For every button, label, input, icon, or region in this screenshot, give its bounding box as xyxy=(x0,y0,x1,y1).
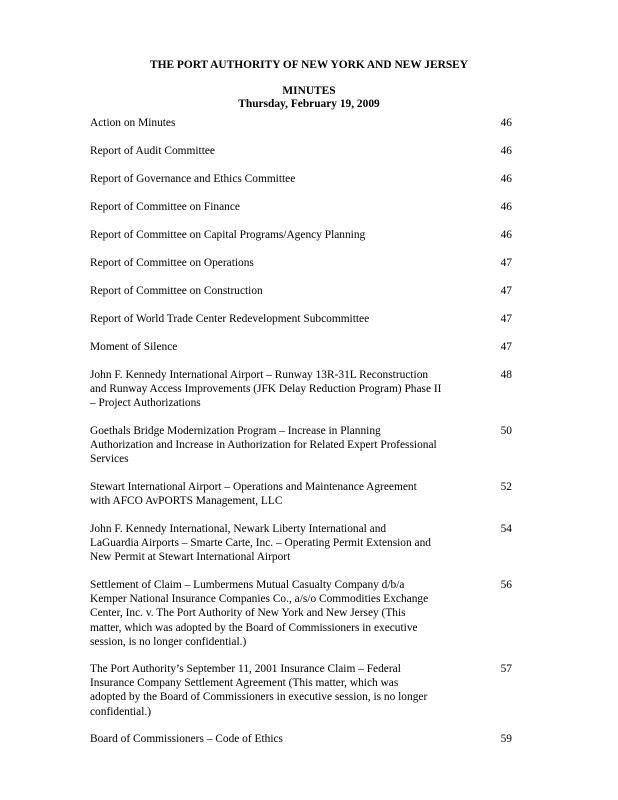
toc-page-number: 46 xyxy=(500,173,512,185)
toc-page-number: 59 xyxy=(500,733,512,745)
toc-entry-line: and Runway Access Improvements (JFK Delay Reduction Program) Phase II xyxy=(90,383,442,396)
toc-entry-line: Settlement of Claim – Lumbermens Mutual Casualty Company d/b/a xyxy=(90,579,405,591)
toc-entry-title xyxy=(90,424,468,467)
toc-entry-line: with AFCO AvPORTS Management, LLC xyxy=(90,495,283,508)
toc-entry-title xyxy=(90,732,468,746)
toc-entry-line: John F. Kennedy International, Newark Liberty International and xyxy=(90,523,387,535)
toc-page-number: 48 xyxy=(500,369,512,381)
toc-page-number: 46 xyxy=(500,201,512,213)
toc-page-number: 54 xyxy=(500,523,512,535)
toc-entry-line: Kemper National Insurance Companies Co., a/s/o Commodities Exchange xyxy=(90,593,429,606)
toc-entry xyxy=(90,144,512,158)
toc-entry-line: Insurance Company Settlement Agreement (This matter, which was xyxy=(90,677,399,690)
toc-entry-line: Report of World Trade Center Redevelopment Subcommittee xyxy=(90,313,370,325)
toc-entry-line: adopted by the Board of Commissioners in executive session, is no longer xyxy=(90,691,428,704)
toc-entry xyxy=(90,200,512,214)
toc-entry-line: Stewart International Airport – Operations and Maintenance Agreement xyxy=(90,481,417,493)
toc-entry-title xyxy=(90,172,468,186)
toc-entry xyxy=(90,284,512,298)
toc-entry-title xyxy=(90,578,468,649)
toc-entry-title xyxy=(90,200,468,214)
toc-entry xyxy=(90,368,512,411)
toc-entry xyxy=(90,340,512,354)
toc-entry-title xyxy=(90,116,468,130)
toc-entry-line: Report of Committee on Finance xyxy=(90,201,240,213)
toc-entry xyxy=(90,522,512,565)
meeting-date: Thursday, February 19, 2009 xyxy=(238,97,380,110)
toc-entry xyxy=(90,312,512,326)
toc-page-number: 57 xyxy=(500,663,512,675)
toc-entry-title xyxy=(90,284,468,298)
toc-page-number: 46 xyxy=(500,229,512,241)
toc-entry-title xyxy=(90,144,468,158)
toc-entry xyxy=(90,662,512,719)
toc-entry xyxy=(90,256,512,270)
toc-entry-line: New Permit at Stewart International Airport xyxy=(90,551,291,564)
toc-entry-line: Report of Committee on Construction xyxy=(90,285,263,297)
toc-entry-line: Authorization and Increase in Authorization for Related Expert Professional xyxy=(90,439,437,452)
toc-entry xyxy=(90,578,512,649)
toc-page-number: 47 xyxy=(500,341,512,353)
toc-entry-title xyxy=(90,312,468,326)
toc-entry-line: Goethals Bridge Modernization Program – Increase in Planning xyxy=(90,425,381,437)
toc-entry-line: Board of Commissioners – Code of Ethics xyxy=(90,733,283,745)
toc-entry-line: Center, Inc. v. The Port Authority of New York and New Jersey (This xyxy=(90,607,406,620)
toc-entry xyxy=(90,116,512,130)
toc-entry-title xyxy=(90,340,468,354)
minutes-header xyxy=(0,85,618,110)
toc-entry-line: Services xyxy=(90,453,129,466)
toc-entry-title xyxy=(90,368,468,411)
toc-page-number: 47 xyxy=(500,257,512,269)
toc-entry-line: The Port Authority’s September 11, 2001 Insurance Claim – Federal xyxy=(90,663,401,675)
toc-page-number: 52 xyxy=(500,481,512,493)
toc-entry-title xyxy=(90,228,468,242)
toc-entry-line: John F. Kennedy International Airport – Runway 13R-31L Reconstruction xyxy=(90,369,429,381)
toc-page-number: 50 xyxy=(500,425,512,437)
toc-entry-title xyxy=(90,522,468,565)
toc-entry-title xyxy=(90,662,468,719)
toc-entry-title xyxy=(90,256,468,270)
toc-entry-line: matter, which was adopted by the Board of Commissioners in executive xyxy=(90,621,418,634)
toc-entry xyxy=(90,172,512,186)
toc-page-number: 47 xyxy=(500,313,512,325)
toc-entry-line: LaGuardia Airports – Smarte Carte, Inc. – Operating Permit Extension and xyxy=(90,537,431,550)
toc-entry-line: Report of Committee on Operations xyxy=(90,257,254,269)
toc-entry xyxy=(90,480,512,508)
document-title: THE PORT AUTHORITY OF NEW YORK AND NEW JERSEY xyxy=(150,59,468,71)
toc-page-number: 47 xyxy=(500,285,512,297)
toc-page-number: 46 xyxy=(500,145,512,157)
toc-entry-line: Action on Minutes xyxy=(90,117,176,129)
minutes-heading: MINUTES xyxy=(282,85,336,97)
toc-entry-line: Moment of Silence xyxy=(90,341,178,353)
toc-entry-line: – Project Authorizations xyxy=(90,397,201,410)
toc-entry xyxy=(90,424,512,467)
toc-entry-line: session, is no longer confidential.) xyxy=(90,635,247,648)
toc-entry-title xyxy=(90,480,468,508)
toc-entry xyxy=(90,732,512,746)
toc-entry-line: Report of Governance and Ethics Committee xyxy=(90,173,296,185)
toc-entry xyxy=(90,228,512,242)
toc-entry-line: Report of Audit Committee xyxy=(90,145,215,157)
toc-entry-line: confidential.) xyxy=(90,705,152,718)
toc-page-number: 46 xyxy=(500,117,512,129)
toc-entry-line: Report of Committee on Capital Programs/Agency Planning xyxy=(90,229,366,241)
toc-page-number: 56 xyxy=(500,579,512,591)
